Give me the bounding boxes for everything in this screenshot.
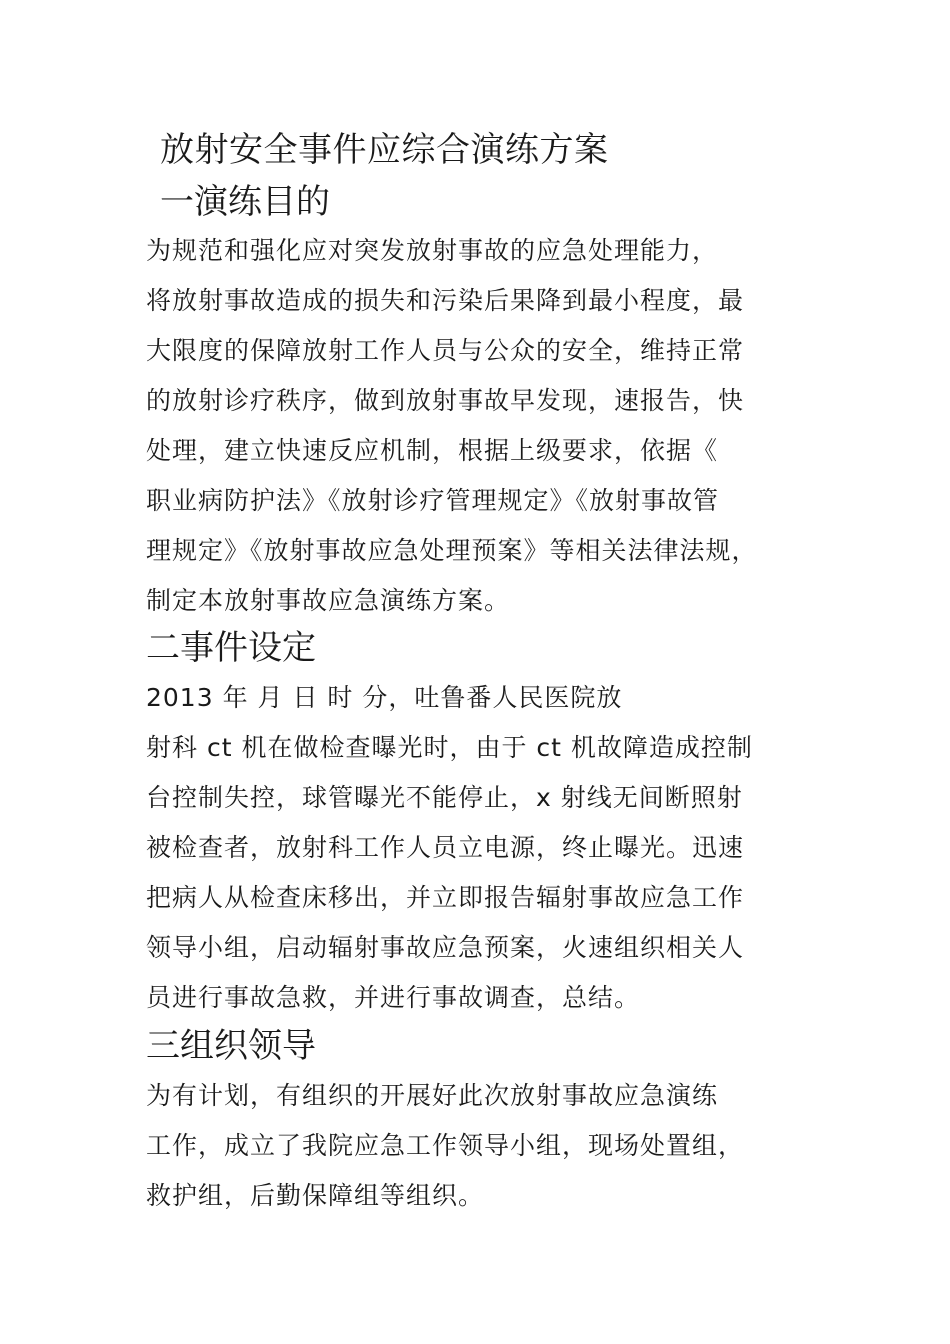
section-body-purpose: 为规范和强化应对突发放射事故的应急处理能力， 将放射事故造成的损失和污染后果降到最小程度，最 大限度的保障放射工作人员与公众的安全，维持正常 的放射诊疗秩序，做到放射事故早发现，速报告，快 处理，建立快速反应机制，根据上级要求，依据《 职业病防护法》《放射诊疗管理规定》《放射事故管 理规定》《放射事故应急处理预案》等相关法律法规， 制定本放射事故应急演练方案。 xyxy=(146,236,758,615)
section-heading-organization: 三组织领导 xyxy=(146,1026,316,1066)
section-heading-purpose: 一演练目的 xyxy=(160,182,330,222)
document-title: 放射安全事件应综合演练方案 xyxy=(160,130,609,170)
section-body-event: 2013 年 月 日 时 分，吐鲁番人民医院放 射科 ct 机在做检查曝光时，由于 ct 机故障造成控制 台控制失控，球管曝光不能停止，x 射线无间断照射 被检查者，放射科工作人员立电源，终止曝光。迅速 把病人从检查床移出，并立即报告辐射事故应急工作 领导小组，启动辐射事故应急预案，火速组织相关人 员进行事故急救，并进行事故调查，总结。 xyxy=(146,683,753,1012)
section-body-organization: 为有计划，有组织的开展好此次放射事故应急演练 工作，成立了我院应急工作领导小组，现场处置组， 救护组，后勤保障组等组织。 xyxy=(146,1081,745,1210)
section-heading-event: 二事件设定 xyxy=(146,628,316,668)
